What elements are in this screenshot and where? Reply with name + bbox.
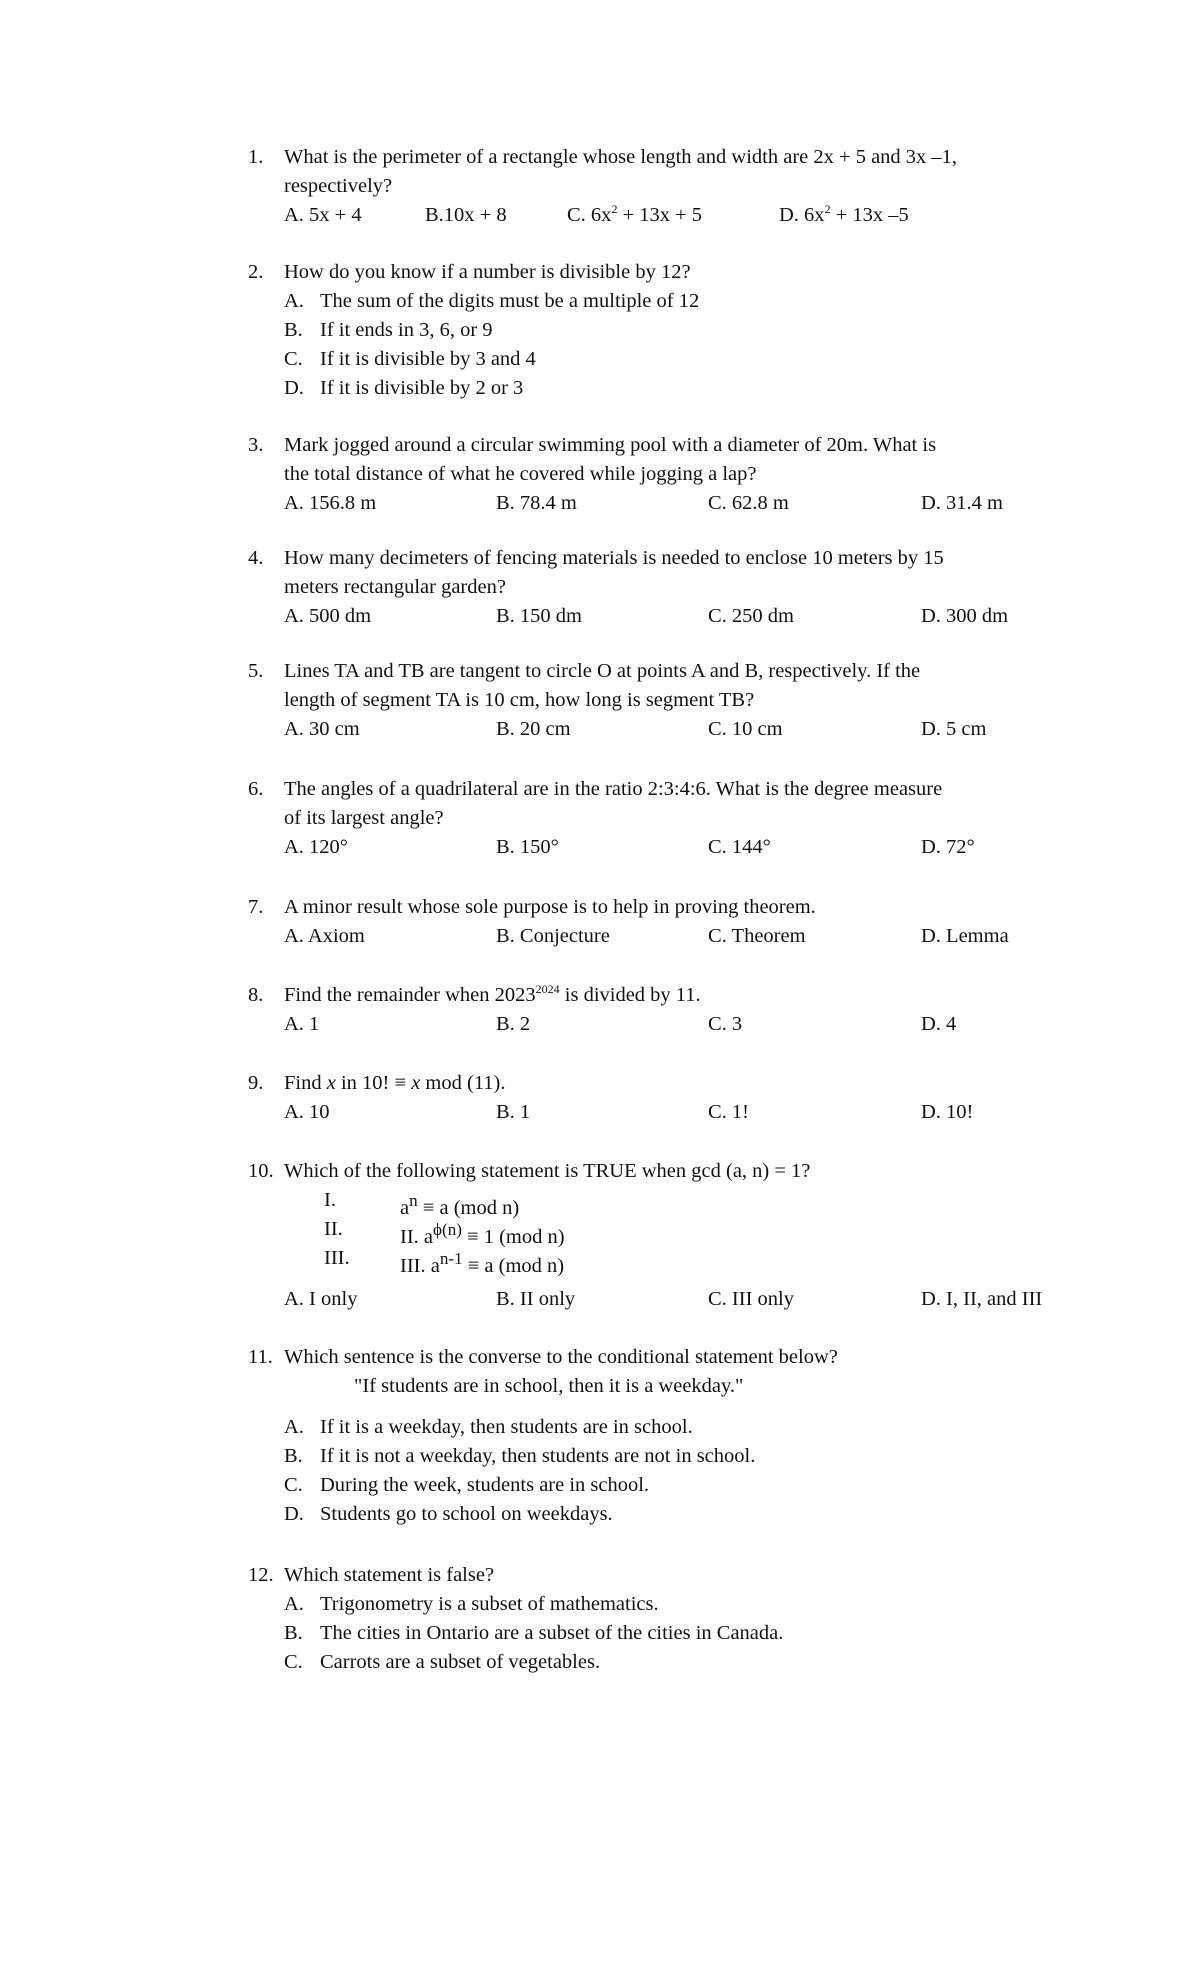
choice-d-exponent: 2 <box>824 202 831 217</box>
answer-choices <box>284 1590 1088 1677</box>
question-number: 12. <box>248 1564 274 1586</box>
conditional-statement: "If students are in school, then it is a weekday." <box>354 1375 744 1397</box>
choice-c[interactable]: C. 62.8 m <box>708 492 789 514</box>
choice-c-exponent: 2 <box>611 202 618 217</box>
question-stem-continued: respectively? <box>284 175 393 197</box>
question-stem: What is the perimeter of a rectangle whose length and width are 2x + 5 and 3x –1, <box>284 146 958 168</box>
roman-numeral: II. <box>324 1218 343 1240</box>
answer-choices <box>284 287 1088 403</box>
question-4 <box>248 544 1088 631</box>
stem-text-end: is divided by 11. <box>559 984 701 1006</box>
choice-a[interactable]: A. Axiom <box>284 925 365 947</box>
choice-letter: A. <box>284 1593 304 1615</box>
expr-base: II. a <box>400 1225 434 1248</box>
choice-text: If it is not a weekday, then students are not in school. <box>320 1445 756 1467</box>
answer-choices <box>284 1098 1088 1127</box>
choice-text: The cities in Ontario are a subset of the cities in Canada. <box>320 1622 784 1644</box>
choice-b[interactable]: B. 20 cm <box>496 718 571 740</box>
choice-a[interactable]: A. 5x + 4 <box>284 204 362 226</box>
roman-item-3 <box>284 1244 1088 1277</box>
question-stem-continued: meters rectangular garden? <box>284 576 506 598</box>
question-stem-continued: length of segment TA is 10 cm, how long is segment TB? <box>284 689 755 711</box>
choice-b[interactable]: B. 2 <box>496 1013 531 1035</box>
choice-c[interactable] <box>284 345 1088 374</box>
expr-rest: ≡ a (mod n) <box>462 1254 565 1277</box>
choice-b[interactable]: B.10x + 8 <box>425 204 507 226</box>
stem-variable: x <box>411 1072 421 1094</box>
question-number: 10. <box>248 1160 274 1182</box>
choice-text: If it is a weekday, then students are in school. <box>320 1416 693 1438</box>
stem-text-mid: in 10! ≡ <box>335 1072 412 1094</box>
choice-a[interactable] <box>284 1590 1088 1619</box>
question-number: 7. <box>248 896 264 918</box>
expr-exponent: ϕ(n) <box>433 1220 462 1239</box>
choice-letter: D. <box>284 1503 304 1525</box>
roman-expression <box>400 1244 564 1281</box>
question-stem: A minor result whose sole purpose is to help in proving theorem. <box>284 896 816 918</box>
choice-d[interactable]: D. 10! <box>921 1101 974 1123</box>
expr-base: a <box>400 1196 410 1219</box>
choice-b[interactable] <box>284 316 1088 345</box>
choice-b[interactable]: B. Conjecture <box>496 925 610 947</box>
choice-text: If it is divisible by 3 and 4 <box>320 348 536 370</box>
answer-choices <box>284 833 1088 862</box>
question-stem: Which statement is false? <box>284 1564 495 1586</box>
choice-a[interactable] <box>284 287 1088 316</box>
answer-choices <box>284 201 1088 230</box>
choice-text: The sum of the digits must be a multiple of 12 <box>320 290 700 312</box>
choice-d[interactable] <box>779 201 909 230</box>
choice-a[interactable]: A. 120° <box>284 836 349 858</box>
answer-choices <box>284 922 1088 951</box>
choice-b[interactable]: B. 78.4 m <box>496 492 577 514</box>
choice-b[interactable]: B. 1 <box>496 1101 531 1123</box>
answer-choices <box>284 715 1088 744</box>
question-11 <box>248 1343 1088 1529</box>
question-stem: Mark jogged around a circular swimming pool with a diameter of 20m. What is <box>284 434 937 456</box>
choice-d[interactable]: D. I, II, and III <box>921 1288 1043 1310</box>
choice-d[interactable]: D. 300 dm <box>921 605 1009 627</box>
choice-d[interactable] <box>284 1500 1088 1529</box>
choice-d-rest: + 13x –5 <box>830 204 909 226</box>
answer-choices <box>284 1285 1088 1314</box>
choice-text: If it ends in 3, 6, or 9 <box>320 319 493 341</box>
choice-c[interactable]: C. 10 cm <box>708 718 783 740</box>
choice-d[interactable]: D. 5 cm <box>921 718 987 740</box>
question-number: 4. <box>248 547 264 569</box>
question-stem: Which sentence is the converse to the conditional statement below? <box>284 1346 838 1368</box>
choice-text: Carrots are a subset of vegetables. <box>320 1651 601 1673</box>
stem-exponent: 2024 <box>535 982 560 997</box>
answer-choices <box>284 1413 1088 1529</box>
question-stem-continued: the total distance of what he covered while jogging a lap? <box>284 463 757 485</box>
choice-d[interactable]: D. 4 <box>921 1013 957 1035</box>
choice-c[interactable]: C. Theorem <box>708 925 806 947</box>
answer-choices <box>284 602 1088 631</box>
choice-letter: B. <box>284 319 303 341</box>
choice-letter: B. <box>284 1445 303 1467</box>
choice-d[interactable]: D. 31.4 m <box>921 492 1003 514</box>
choice-letter: C. <box>284 1651 303 1673</box>
roman-numeral: I. <box>324 1189 336 1211</box>
choice-b[interactable]: B. 150° <box>496 836 559 858</box>
expr-exponent: n <box>409 1191 418 1210</box>
choice-b[interactable] <box>284 1619 1088 1648</box>
question-6 <box>248 775 1088 862</box>
expr-exponent: n-1 <box>439 1249 463 1268</box>
question-7 <box>248 893 1088 951</box>
question-number: 11. <box>248 1346 273 1368</box>
question-stem-continued: of its largest angle? <box>284 807 444 829</box>
question-number: 1. <box>248 146 264 168</box>
choice-text: During the week, students are in school. <box>320 1474 650 1496</box>
stem-text: Find the remainder when 2023 <box>284 984 536 1006</box>
choice-letter: A. <box>284 1416 304 1438</box>
expr-base: III. a <box>400 1254 440 1277</box>
answer-choices <box>284 489 1088 518</box>
choice-d-base: D. 6x <box>779 204 825 226</box>
question-stem: How many decimeters of fencing materials is needed to enclose 10 meters by 15 <box>284 547 944 569</box>
question-number: 6. <box>248 778 264 800</box>
choice-c[interactable] <box>284 1471 1088 1500</box>
choice-a[interactable]: A. 1 <box>284 1013 320 1035</box>
choice-c-rest: + 13x + 5 <box>617 204 703 226</box>
question-8 <box>248 981 1088 1039</box>
roman-numeral: III. <box>324 1247 350 1269</box>
choice-a[interactable]: A. 10 <box>284 1101 330 1123</box>
question-stem: Lines TA and TB are tangent to circle O at points A and B, respectively. If the <box>284 660 921 682</box>
choice-a[interactable]: A. 500 dm <box>284 605 372 627</box>
choice-c[interactable]: C. 144° <box>708 836 771 858</box>
question-number: 3. <box>248 434 264 456</box>
choice-a[interactable]: A. 156.8 m <box>284 492 377 514</box>
choice-letter: A. <box>284 290 304 312</box>
choice-letter: B. <box>284 1622 303 1644</box>
roman-item-1 <box>284 1186 1088 1219</box>
choice-text: Trigonometry is a subset of mathematics. <box>320 1593 659 1615</box>
choice-text: If it is divisible by 2 or 3 <box>320 377 524 399</box>
choice-a[interactable]: A. 30 cm <box>284 718 360 740</box>
choice-b[interactable]: B. 150 dm <box>496 605 582 627</box>
question-3 <box>248 431 1088 518</box>
choice-text: Students go to school on weekdays. <box>320 1503 613 1525</box>
expr-rest: ≡ a (mod n) <box>417 1196 520 1219</box>
roman-item-2 <box>284 1215 1088 1248</box>
choice-c[interactable] <box>567 201 702 230</box>
answer-choices <box>284 1010 1088 1039</box>
question-9 <box>248 1069 1088 1127</box>
question-stem <box>284 981 1088 1010</box>
question-number: 5. <box>248 660 264 682</box>
question-stem: The angles of a quadrilateral are in the ratio 2:3:4:6. What is the degree measure <box>284 778 943 800</box>
choice-c[interactable]: C. 3 <box>708 1013 743 1035</box>
choice-c[interactable] <box>284 1648 1088 1677</box>
choice-letter: D. <box>284 377 304 399</box>
question-12 <box>248 1561 1088 1677</box>
choice-a[interactable] <box>284 1413 1088 1442</box>
choice-b[interactable] <box>284 1442 1088 1471</box>
question-number: 8. <box>248 984 264 1006</box>
question-5 <box>248 657 1088 744</box>
choice-b[interactable]: B. II only <box>496 1288 576 1310</box>
choice-c[interactable]: C. 250 dm <box>708 605 794 627</box>
choice-c[interactable]: C. III only <box>708 1288 794 1310</box>
expr-rest: ≡ 1 (mod n) <box>461 1225 565 1248</box>
question-number: 9. <box>248 1072 264 1094</box>
question-1 <box>248 143 1088 230</box>
choice-d[interactable]: D. Lemma <box>921 925 1009 947</box>
choice-c[interactable]: C. 1! <box>708 1101 749 1123</box>
choice-letter: C. <box>284 1474 303 1496</box>
choice-d[interactable] <box>284 374 1088 403</box>
question-stem: Which of the following statement is TRUE when gcd (a, n) = 1? <box>284 1160 811 1182</box>
question-stem: How do you know if a number is divisible by 12? <box>284 261 691 283</box>
stem-variable: x <box>326 1072 336 1094</box>
choice-c-base: C. 6x <box>567 204 612 226</box>
question-10 <box>248 1157 1088 1314</box>
choice-a[interactable]: A. I only <box>284 1288 358 1310</box>
question-2 <box>248 258 1088 403</box>
choice-d[interactable]: D. 72° <box>921 836 975 858</box>
choice-letter: C. <box>284 348 303 370</box>
stem-text-end: mod (11). <box>420 1072 506 1094</box>
question-number: 2. <box>248 261 264 283</box>
question-stem <box>284 1069 1088 1098</box>
stem-text: Find <box>284 1072 327 1094</box>
